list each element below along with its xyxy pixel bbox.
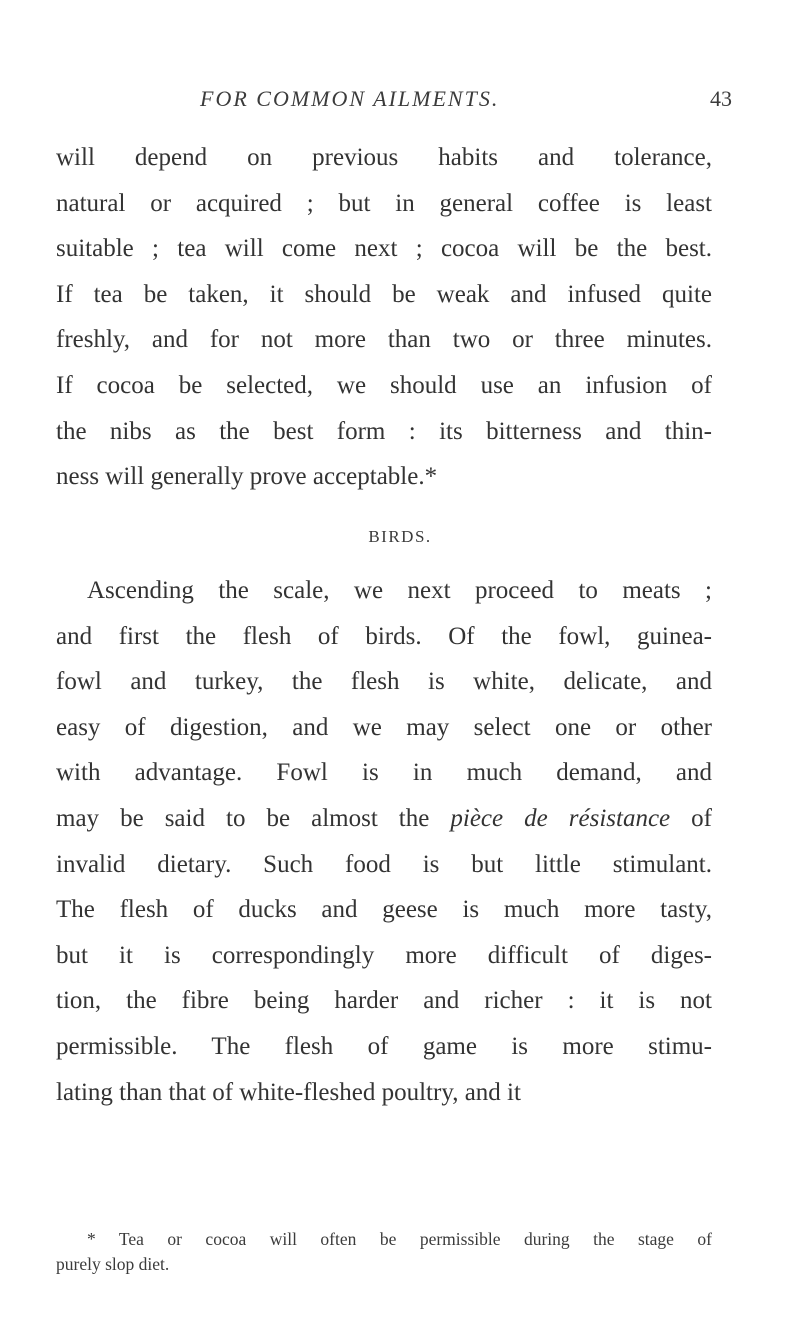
text-line: the nibs as the best form : its bitterness and thin- [56,417,712,445]
text-line: freshly, and for not more than two or three minutes. [56,326,712,354]
text-line: lating than that of white-fleshed poultry, and it [56,1078,521,1106]
text-line: invalid dietary. Such food is but little stimulant. [56,850,712,878]
text-line: The flesh of ducks and geese is much more tasty, [56,896,712,924]
text-line: fowl and turkey, the flesh is white, delicate, and [56,668,712,696]
text-line: but it is correspondingly more difficult of diges- [56,941,712,969]
text-line: If cocoa be selected, we should use an infusion of [56,371,712,399]
text-line: ness will generally prove acceptable.* [56,463,438,491]
text-line: with advantage. Fowl is in much demand, and [56,759,712,787]
text-line: permissible. The flesh of game is more stimu- [56,1032,712,1060]
footnote-line: * Tea or cocoa will often be permissible during the stage of [87,1229,712,1249]
text-line: and first the flesh of birds. Of the fowl, guinea- [56,622,712,650]
text-line: tion, the fibre being harder and richer : it is not [56,987,712,1015]
running-head [0,86,800,116]
paragraph-birds [56,568,712,1115]
footnote [56,1227,712,1277]
text-line: Ascending the scale, we next proceed to meats ; [87,577,712,604]
text-fragment: may be said to be almost the [56,804,430,832]
text-line: suitable ; tea will come next ; cocoa will be the best. [56,235,712,263]
paragraph-continued [56,135,712,500]
running-title: FOR COMMON AILMENTS. [200,86,500,111]
italic-phrase: pièce de résistance [450,804,671,832]
page-number: 43 [710,86,732,111]
text-line-with-italic [56,796,712,842]
section-heading: BIRDS. [368,527,432,546]
text-line: If tea be taken, it should be weak and infused quite [56,280,712,308]
text-fragment: of [691,804,712,832]
footnote-line: purely slop diet. [56,1254,170,1274]
text-line: will depend on previous habits and tolerance, [56,144,712,171]
text-line: natural or acquired ; but in general coffee is least [56,189,712,217]
text-line: easy of digestion, and we may select one or other [56,713,712,741]
